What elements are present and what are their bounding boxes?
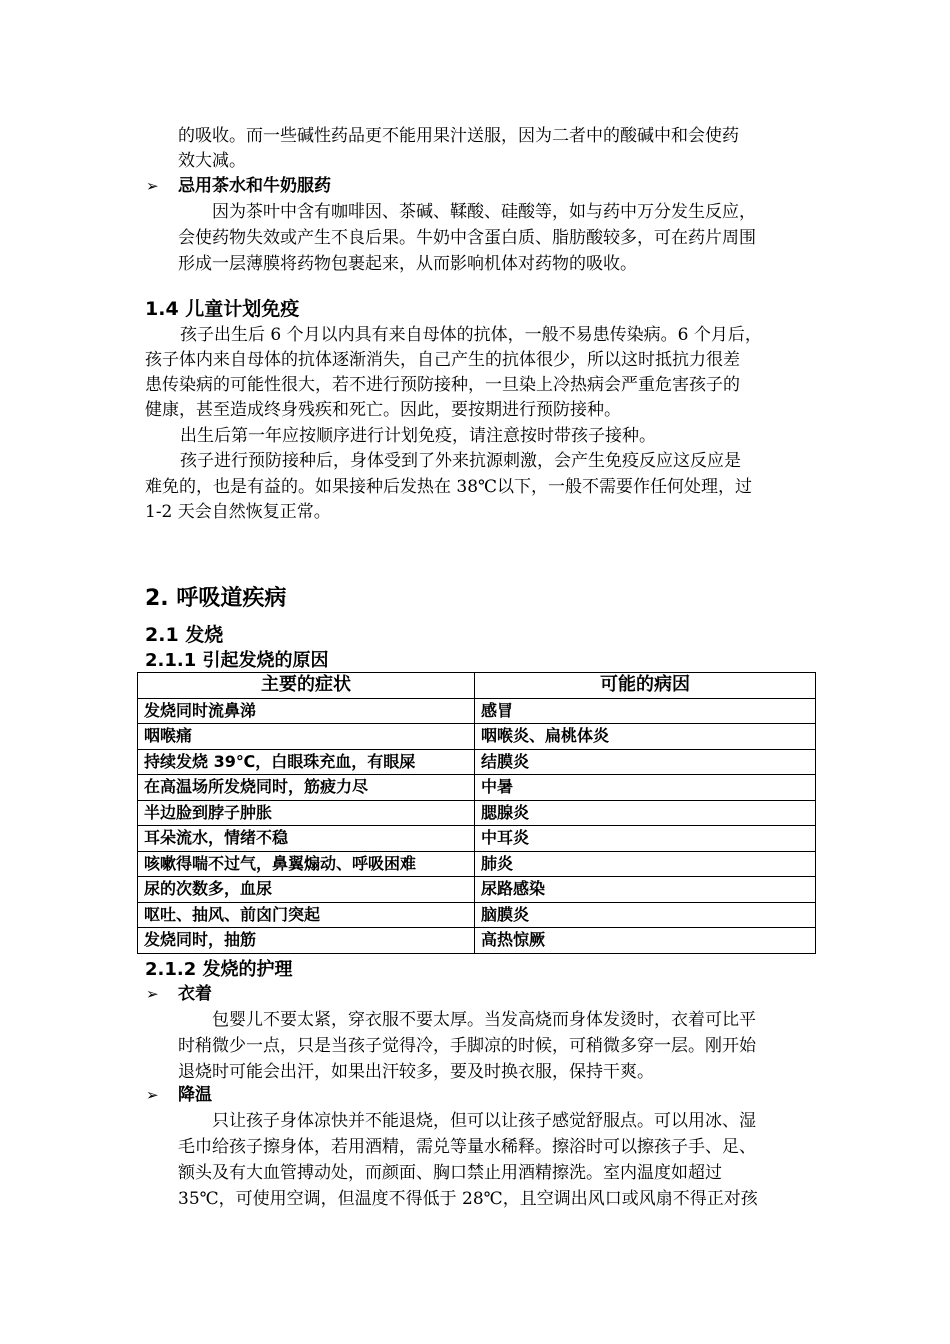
paragraph-line: 时稍微少一点，只是当孩子觉得冷，手脚凉的时候，可稍微多穿一层。刚开始: [178, 1036, 756, 1056]
column-header-cause: 可能的病因: [475, 673, 816, 699]
paragraph-line: 效大减。: [178, 151, 246, 171]
paragraph-line: 孩子出生后 6 个月以内具有来自母体的抗体，一般不易患传染病。6 个月后，: [180, 325, 762, 345]
paragraph-line: 会使药物失效或产生不良后果。牛奶中含蛋白质、脂肪酸较多，可在药片周围: [178, 228, 756, 248]
cause-cell: 尿路感染: [475, 877, 816, 903]
table-row: [138, 826, 816, 852]
paragraph-line: 因为茶叶中含有咖啡因、茶碱、鞣酸、硅酸等，如与药中万分发生反应，: [212, 202, 756, 222]
bullet-heading: 衣着: [178, 984, 212, 1004]
cause-cell: 结膜炎: [475, 749, 816, 775]
cause-cell: 感冒: [475, 698, 816, 724]
bullet-arrow-icon: ➢: [146, 1086, 159, 1104]
symptom-cell: 发烧同时流鼻涕: [138, 698, 475, 724]
symptom-cell: 咽喉痛: [138, 724, 475, 750]
paragraph-line: 包婴儿不要太紧，穿衣服不要太厚。当发高烧而身体发烫时，衣着可比平: [212, 1010, 756, 1030]
symptom-cell: 发烧同时，抽筋: [138, 928, 475, 954]
column-header-symptom: 主要的症状: [138, 673, 475, 699]
table-row: [138, 877, 816, 903]
table-row: [138, 698, 816, 724]
table-row: [138, 902, 816, 928]
table-row: [138, 851, 816, 877]
symptom-cell: 耳朵流水，情绪不稳: [138, 826, 475, 852]
paragraph-line: 难免的，也是有益的。如果接种后发热在 38℃以下，一般不需要作任何处理，过: [145, 477, 753, 497]
paragraph-line: 健康，甚至造成终身残疾和死亡。因此，要按期进行预防接种。: [145, 400, 621, 420]
symptom-cell: 呕吐、抽风、前囟门突起: [138, 902, 475, 928]
subsection-heading: 2.1.1 引起发烧的原因: [145, 650, 329, 671]
paragraph-line: 退烧时可能会出汗，如果出汗较多，要及时换衣服，保持干爽。: [178, 1062, 654, 1082]
paragraph-line: 孩子进行预防接种后，身体受到了外来抗源刺激，会产生免疫反应这反应是: [180, 451, 741, 471]
paragraph-line: 出生后第一年应按顺序进行计划免疫，请注意按时带孩子接种。: [180, 426, 656, 446]
bullet-arrow-icon: ➢: [146, 177, 159, 195]
table-header-row: [138, 673, 816, 699]
paragraph-line: 只让孩子身体凉快并不能退烧，但可以让孩子感觉舒服点。可以用冰、湿: [212, 1111, 756, 1131]
table-row: [138, 928, 816, 954]
paragraph-line: 孩子体内来自母体的抗体逐渐消失，自己产生的抗体很少，所以这时抵抗力很差: [145, 350, 740, 370]
paragraph-line: 35℃，可使用空调，但温度不得低于 28℃，且空调出风口或风扇不得正对孩: [178, 1189, 758, 1209]
symptom-cell: 持续发烧 39℃，白眼珠充血，有眼屎: [138, 749, 475, 775]
cause-cell: 脑膜炎: [475, 902, 816, 928]
paragraph-line: 额头及有大血管搏动处，而颜面、胸口禁止用酒精擦洗。室内温度如超过: [178, 1163, 722, 1183]
symptom-cell: 咳嗽得喘不过气，鼻翼煽动、呼吸困难: [138, 851, 475, 877]
subsection-heading: 2.1.2 发烧的护理: [145, 959, 293, 980]
paragraph-line: 患传染病的可能性很大，若不进行预防接种，一旦染上冷热病会严重危害孩子的: [145, 375, 740, 395]
cause-cell: 肺炎: [475, 851, 816, 877]
symptom-cell: 尿的次数多，血尿: [138, 877, 475, 903]
symptom-cell: 半边脸到脖子肿胀: [138, 800, 475, 826]
symptom-cell: 在高温场所发烧同时，筋疲力尽: [138, 775, 475, 801]
cause-cell: 咽喉炎、扁桃体炎: [475, 724, 816, 750]
bullet-arrow-icon: ➢: [146, 985, 159, 1003]
fever-causes-table: [137, 672, 816, 954]
section-heading: 2.1 发烧: [145, 624, 224, 646]
paragraph-line: 1-2 天会自然恢复正常。: [145, 502, 331, 522]
cause-cell: 中暑: [475, 775, 816, 801]
paragraph-line: 形成一层薄膜将药物包裹起来，从而影响机体对药物的吸收。: [178, 254, 637, 274]
table-row: [138, 775, 816, 801]
chapter-heading: 2. 呼吸道疾病: [145, 586, 287, 611]
section-heading: 1.4 儿童计划免疫: [145, 298, 300, 320]
bullet-heading: 降温: [178, 1085, 212, 1105]
paragraph-line: 的吸收。而一些碱性药品更不能用果汁送服，因为二者中的酸碱中和会使药: [178, 126, 739, 146]
cause-cell: 腮腺炎: [475, 800, 816, 826]
paragraph-line: 毛巾给孩子擦身体，若用酒精，需兑等量水稀释。擦浴时可以擦孩子手、足、: [178, 1137, 756, 1157]
cause-cell: 高热惊厥: [475, 928, 816, 954]
table-row: [138, 724, 816, 750]
table-row: [138, 749, 816, 775]
table-row: [138, 800, 816, 826]
bullet-heading: 忌用茶水和牛奶服药: [178, 176, 331, 196]
cause-cell: 中耳炎: [475, 826, 816, 852]
